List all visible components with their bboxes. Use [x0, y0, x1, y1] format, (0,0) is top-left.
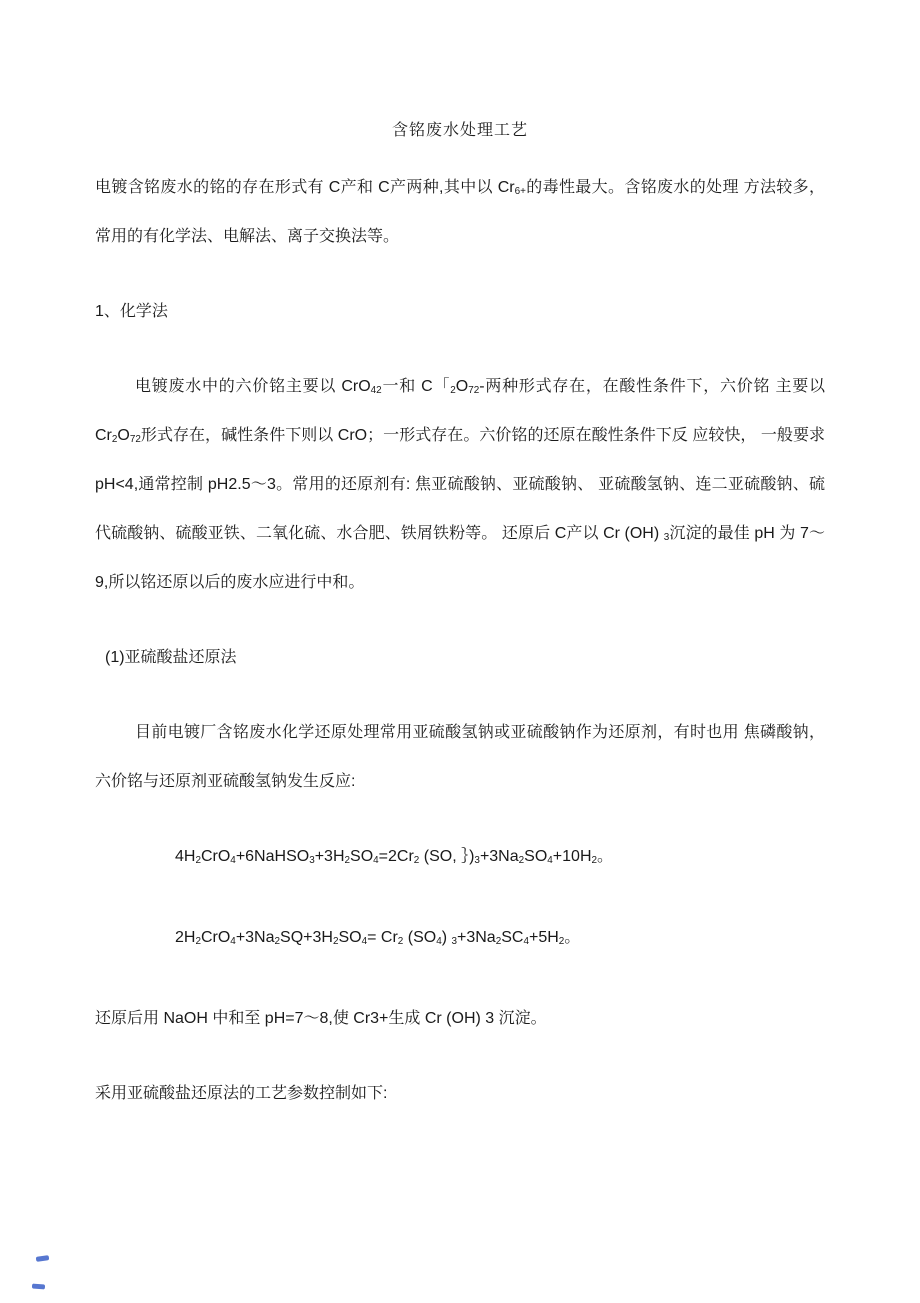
paragraph-intro: 电镀含铭废水的铭的存在形式有 C产和 C产两种,其中以 $Cr_{6+}$的毒性最大。含铭废水的处理 方法较多， 常用的有化学法、电解法、离子交换法等。: [95, 179, 825, 245]
equation-2: $2H_2CrO_4+3Na_2SQ+3H_2SO_4= Cr_2$ $(SO_4)$ $_3+3Na_2SC_4+5H_2$。: [175, 929, 581, 947]
subsection-heading-sulfite-reduction: (1)亚硫酸盐还原法: [105, 649, 237, 666]
section-heading-chemical-method: 1、化学法: [95, 303, 168, 320]
paragraph-hexavalent-chromium: 电镀废水中的六价铭主要以 CrO$_{42}$一和 C「$_2O_{72}-$两种形式存在，在酸性条件下，六价铭 主要以 $Cr_2O_{72}$形式存在，碱性条件下则以 CrO；一形式存在。六价铭的还原在酸性条件下反 应较快， 一般要求 pH<4,通常控制 pH2.5～3。常用的还原剂有: 焦亚硫酸钠、亚硫酸钠、 亚硫酸氢钠、连二亚硫酸钠、硫代硫酸钠、硫酸亚铁、二氧化硫、水合肥、铁屑铁粉等。 还原后 C产以 Cr (OH) $_3$沉淀的最佳 pH 为 7～9,所以铭还原以后的废水应进行中和。: [95, 378, 825, 591]
paragraph-process-params: 采用亚硫酸盐还原法的工艺参数控制如下:: [95, 1085, 388, 1102]
margin-annotation-mark-2: [32, 1284, 45, 1290]
equation-1: $4H_2CrO_4+6NaHSO_3+3H_2SO_4=2Cr_2$ (SO, $\})_3+3Na_2SO_4+10H_2$。: [175, 848, 614, 866]
document-title: 含铭废水处理工艺: [391, 122, 528, 139]
paragraph-neutralization: 还原后用 NaOH 中和至 pH=7～8,使 Cr3+生成 Cr (OH) 3 沉淀。: [95, 1010, 547, 1027]
margin-annotation-mark-1: [36, 1255, 50, 1262]
paragraph-sulfite-intro: 目前电镀厂含铭废水化学还原处理常用亚硫酸氢钠或亚硫酸钠作为还原剂，有时也用 焦磷酸钠，六价铭与还原剂亚硫酸氢钠发生反应:: [95, 724, 825, 790]
